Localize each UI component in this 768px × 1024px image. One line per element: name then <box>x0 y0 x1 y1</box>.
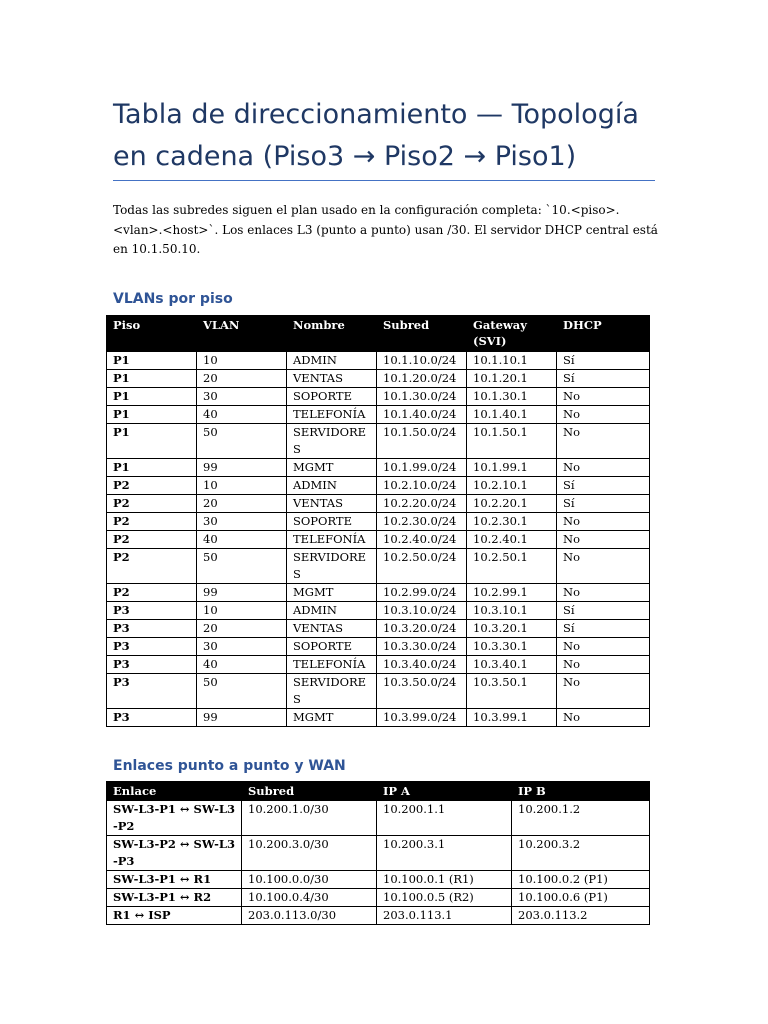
vlans-cell: 20 <box>197 620 287 638</box>
vlans-cell: 10.1.20.0/24 <box>377 370 467 388</box>
vlans-cell: 40 <box>197 406 287 424</box>
vlans-cell: 10.3.50.1 <box>467 674 557 709</box>
vlans-cell: 10.3.20.1 <box>467 620 557 638</box>
links-column-header: Subred <box>242 782 377 801</box>
table-row <box>107 352 650 370</box>
vlans-cell: 10.3.30.1 <box>467 638 557 656</box>
vlans-cell: 10.2.99.0/24 <box>377 584 467 602</box>
vlans-cell: MGMT <box>287 459 377 477</box>
vlans-cell: No <box>557 638 650 656</box>
vlans-header-row <box>107 316 650 352</box>
vlans-cell: 30 <box>197 513 287 531</box>
vlans-cell: 10.3.50.0/24 <box>377 674 467 709</box>
vlans-cell: 10.1.40.0/24 <box>377 406 467 424</box>
vlans-cell: P2 <box>107 549 197 584</box>
vlans-cell: 10.3.10.0/24 <box>377 602 467 620</box>
vlans-cell: SOPORTE <box>287 513 377 531</box>
table-row <box>107 388 650 406</box>
links-column-header: IP B <box>512 782 650 801</box>
vlans-cell: 10.2.10.1 <box>467 477 557 495</box>
vlans-cell: No <box>557 709 650 727</box>
vlans-cell: P3 <box>107 656 197 674</box>
vlans-cell: ADMIN <box>287 352 377 370</box>
vlans-cell: SERVIDORES <box>287 424 377 459</box>
vlans-cell: P1 <box>107 406 197 424</box>
vlans-cell: 30 <box>197 388 287 406</box>
vlans-cell: 10.1.20.1 <box>467 370 557 388</box>
links-cell: 10.100.0.4/30 <box>242 889 377 907</box>
table-row <box>107 801 650 836</box>
vlans-cell: No <box>557 531 650 549</box>
links-cell: SW-L3-P1 ↔ R2 <box>107 889 242 907</box>
links-cell: 10.200.1.2 <box>512 801 650 836</box>
page-title: Tabla de direccionamiento — Topología en cadena (Piso3 → Piso2 → Piso1) <box>113 99 639 172</box>
vlans-cell: Sí <box>557 495 650 513</box>
links-cell: 10.200.3.1 <box>377 836 512 871</box>
vlans-cell: 10.2.50.0/24 <box>377 549 467 584</box>
links-cell: 203.0.113.1 <box>377 907 512 925</box>
vlans-cell: P1 <box>107 424 197 459</box>
vlans-cell: 10.2.40.0/24 <box>377 531 467 549</box>
vlans-column-header: Nombre <box>287 316 377 352</box>
vlans-column-header: DHCP <box>557 316 650 352</box>
links-cell: 10.200.3.2 <box>512 836 650 871</box>
vlans-cell: 10.2.20.1 <box>467 495 557 513</box>
vlans-cell: No <box>557 388 650 406</box>
vlans-cell: SOPORTE <box>287 388 377 406</box>
intro-paragraph: Todas las subredes siguen el plan usado en la configuración completa: `10.<piso>.<vlan>.<host>`. Los enlaces L3 (punto a punto) usan /30. El servidor DHCP central está en 10.1.50.10. <box>113 203 658 256</box>
vlans-cell: P2 <box>107 495 197 513</box>
vlans-cell: 50 <box>197 424 287 459</box>
vlans-cell: 10.2.10.0/24 <box>377 477 467 495</box>
vlans-cell: 10.3.99.0/24 <box>377 709 467 727</box>
vlans-cell: 40 <box>197 531 287 549</box>
table-row <box>107 477 650 495</box>
table-row <box>107 674 650 709</box>
links-column-header: Enlace <box>107 782 242 801</box>
vlans-cell: 10.3.40.1 <box>467 656 557 674</box>
vlans-cell: 10.1.10.1 <box>467 352 557 370</box>
vlans-cell: 10.3.30.0/24 <box>377 638 467 656</box>
links-cell: 203.0.113.2 <box>512 907 650 925</box>
vlans-cell: 10 <box>197 352 287 370</box>
vlans-column-header: Subred <box>377 316 467 352</box>
vlans-cell: No <box>557 656 650 674</box>
links-cell: 10.100.0.5 (R2) <box>377 889 512 907</box>
table-row <box>107 406 650 424</box>
vlans-cell: P2 <box>107 584 197 602</box>
links-column-header: IP A <box>377 782 512 801</box>
vlans-cell: Sí <box>557 602 650 620</box>
vlans-column-header: Piso <box>107 316 197 352</box>
vlans-cell: P2 <box>107 513 197 531</box>
vlans-cell: 99 <box>197 709 287 727</box>
links-cell: SW-L3-P2 ↔ SW-L3-P3 <box>107 836 242 871</box>
vlans-cell: TELEFONÍA <box>287 406 377 424</box>
vlans-cell: 10 <box>197 602 287 620</box>
vlans-cell: P1 <box>107 352 197 370</box>
vlans-cell: P2 <box>107 531 197 549</box>
vlans-cell: Sí <box>557 370 650 388</box>
links-cell: R1 ↔ ISP <box>107 907 242 925</box>
vlans-cell: 99 <box>197 584 287 602</box>
vlans-cell: 10.1.30.1 <box>467 388 557 406</box>
table-row <box>107 836 650 871</box>
vlans-cell: P1 <box>107 459 197 477</box>
vlans-cell: No <box>557 424 650 459</box>
table-row <box>107 531 650 549</box>
vlans-cell: 10.3.20.0/24 <box>377 620 467 638</box>
table-row <box>107 907 650 925</box>
links-cell: 10.200.1.0/30 <box>242 801 377 836</box>
vlans-cell: 20 <box>197 370 287 388</box>
vlans-cell: 10.3.40.0/24 <box>377 656 467 674</box>
vlans-column-header: VLAN <box>197 316 287 352</box>
links-table-body <box>107 801 650 925</box>
links-cell: 10.200.1.1 <box>377 801 512 836</box>
links-cell: 203.0.113.0/30 <box>242 907 377 925</box>
vlans-cell: 50 <box>197 549 287 584</box>
vlans-cell: No <box>557 584 650 602</box>
links-cell: 10.100.0.2 (P1) <box>512 871 650 889</box>
vlans-cell: P3 <box>107 602 197 620</box>
vlans-cell: Sí <box>557 352 650 370</box>
table-row <box>107 709 650 727</box>
table-row <box>107 602 650 620</box>
vlans-cell: 50 <box>197 674 287 709</box>
vlans-cell: Sí <box>557 620 650 638</box>
vlans-cell: 10.2.30.0/24 <box>377 513 467 531</box>
table-row <box>107 513 650 531</box>
vlans-cell: No <box>557 513 650 531</box>
vlans-cell: 10.3.10.1 <box>467 602 557 620</box>
links-heading: Enlaces punto a punto y WAN <box>113 758 346 774</box>
vlans-cell: P1 <box>107 388 197 406</box>
vlans-cell: 10.1.40.1 <box>467 406 557 424</box>
vlans-cell: MGMT <box>287 709 377 727</box>
title-underline <box>113 180 655 181</box>
vlans-cell: VENTAS <box>287 620 377 638</box>
vlans-cell: ADMIN <box>287 477 377 495</box>
vlans-cell: 10.1.50.0/24 <box>377 424 467 459</box>
vlans-table <box>106 315 650 727</box>
links-table <box>106 781 650 925</box>
vlans-table-body <box>107 352 650 727</box>
vlans-cell: 20 <box>197 495 287 513</box>
vlans-cell: TELEFONÍA <box>287 531 377 549</box>
vlans-cell: VENTAS <box>287 495 377 513</box>
vlans-cell: 40 <box>197 656 287 674</box>
vlans-cell: No <box>557 406 650 424</box>
vlans-cell: No <box>557 674 650 709</box>
vlans-heading: VLANs por piso <box>113 291 233 307</box>
vlans-cell: 10.1.99.1 <box>467 459 557 477</box>
vlans-column-header: Gateway (SVI) <box>467 316 557 352</box>
vlans-cell: 10.2.20.0/24 <box>377 495 467 513</box>
table-row <box>107 459 650 477</box>
links-cell: 10.100.0.6 (P1) <box>512 889 650 907</box>
links-cell: 10.100.0.1 (R1) <box>377 871 512 889</box>
vlans-cell: 30 <box>197 638 287 656</box>
vlans-cell: SERVIDORES <box>287 549 377 584</box>
vlans-cell: P3 <box>107 620 197 638</box>
table-row <box>107 889 650 907</box>
table-row <box>107 620 650 638</box>
vlans-cell: P1 <box>107 370 197 388</box>
vlans-cell: 10.1.99.0/24 <box>377 459 467 477</box>
vlans-cell: 10.1.10.0/24 <box>377 352 467 370</box>
vlans-cell: 10.2.99.1 <box>467 584 557 602</box>
vlans-cell: SERVIDORES <box>287 674 377 709</box>
links-cell: 10.100.0.0/30 <box>242 871 377 889</box>
table-row <box>107 638 650 656</box>
vlans-cell: TELEFONÍA <box>287 656 377 674</box>
vlans-cell: 99 <box>197 459 287 477</box>
vlans-cell: 10.3.99.1 <box>467 709 557 727</box>
vlans-cell: P3 <box>107 674 197 709</box>
vlans-cell: P2 <box>107 477 197 495</box>
vlans-cell: P3 <box>107 709 197 727</box>
links-header-row <box>107 782 650 801</box>
vlans-cell: No <box>557 459 650 477</box>
vlans-cell: 10.1.50.1 <box>467 424 557 459</box>
table-row <box>107 370 650 388</box>
table-row <box>107 495 650 513</box>
vlans-cell: P3 <box>107 638 197 656</box>
links-cell: SW-L3-P1 ↔ SW-L3-P2 <box>107 801 242 836</box>
vlans-cell: No <box>557 549 650 584</box>
table-row <box>107 584 650 602</box>
table-row <box>107 424 650 459</box>
table-row <box>107 871 650 889</box>
vlans-cell: 10 <box>197 477 287 495</box>
links-cell: SW-L3-P1 ↔ R1 <box>107 871 242 889</box>
vlans-cell: 10.2.30.1 <box>467 513 557 531</box>
links-cell: 10.200.3.0/30 <box>242 836 377 871</box>
table-row <box>107 549 650 584</box>
vlans-cell: SOPORTE <box>287 638 377 656</box>
vlans-cell: 10.2.40.1 <box>467 531 557 549</box>
vlans-cell: 10.1.30.0/24 <box>377 388 467 406</box>
vlans-cell: 10.2.50.1 <box>467 549 557 584</box>
vlans-cell: ADMIN <box>287 602 377 620</box>
vlans-cell: Sí <box>557 477 650 495</box>
vlans-cell: MGMT <box>287 584 377 602</box>
vlans-cell: VENTAS <box>287 370 377 388</box>
table-row <box>107 656 650 674</box>
